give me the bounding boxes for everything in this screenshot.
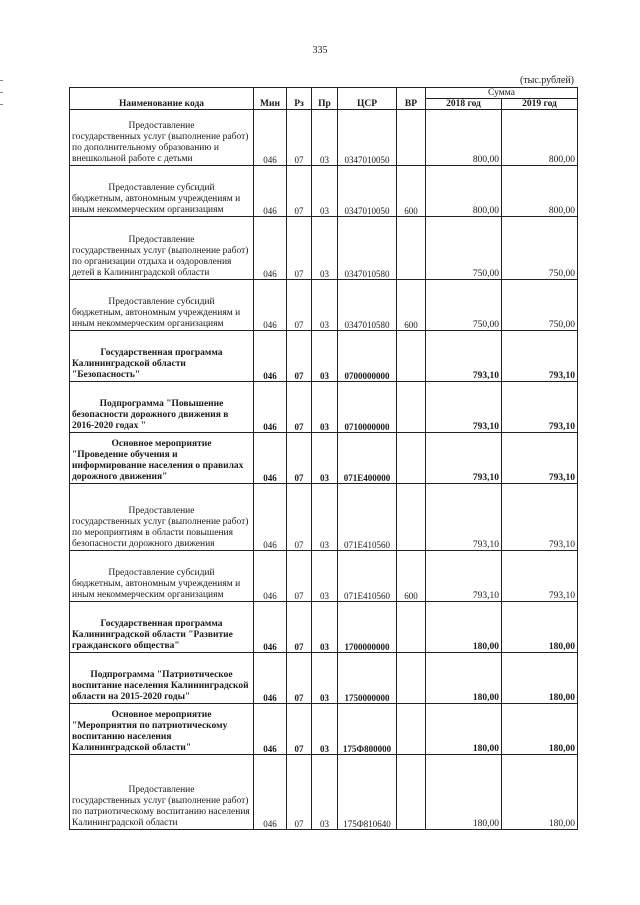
row-csr: 071E410560: [338, 551, 397, 602]
row-sum-2019: 180,00: [502, 704, 578, 755]
row-name-first: Государственная программа: [100, 348, 223, 358]
row-csr: 1750000000: [338, 653, 397, 704]
table-row: [70, 433, 578, 484]
table-row: [70, 166, 578, 217]
row-vr: [397, 602, 426, 653]
row-pr: 03: [312, 110, 338, 166]
row-vr: [397, 704, 426, 755]
row-sum-2019: 793,10: [502, 331, 578, 382]
table-row: [70, 110, 578, 166]
row-pr: 03: [312, 166, 338, 217]
row-vr: [397, 653, 426, 704]
row-rz: 07: [287, 382, 312, 433]
row-pr: 03: [312, 704, 338, 755]
row-sum-2018: 793,10: [426, 382, 502, 433]
row-sum-2019: 180,00: [502, 653, 578, 704]
row-name-rest: бюджетным, автономным учреждениям и иным некоммерческим организациям: [72, 579, 241, 600]
row-pr: 03: [312, 551, 338, 602]
row-name: [70, 382, 254, 433]
row-sum-2018: 800,00: [426, 166, 502, 217]
row-name-rest: "Проведение обучения и информирование населения о правилах дорожного движения": [72, 450, 244, 482]
row-min: 046: [254, 217, 287, 280]
row-rz: 07: [287, 217, 312, 280]
row-name-rest: государственных услуг (выполнение работ) по мероприятиям в области повышения безопасности дорожного движения: [72, 517, 249, 549]
row-rz: 07: [287, 280, 312, 331]
row-sum-2018: 793,10: [426, 551, 502, 602]
row-name: [70, 217, 254, 280]
table-row: [70, 653, 578, 704]
row-name-rest: воспитание населения Калининградской области на 2015-2020 годы": [72, 681, 249, 702]
row-pr: 03: [312, 217, 338, 280]
row-pr: 03: [312, 653, 338, 704]
row-vr: [397, 217, 426, 280]
row-name-rest: бюджетным, автономным учреждениям и иным некоммерческим организациям: [72, 308, 241, 329]
header-2018: 2018 год: [426, 99, 502, 110]
row-name: [70, 110, 254, 166]
row-rz: 07: [287, 484, 312, 551]
table-row: [70, 331, 578, 382]
header-pr: Пр: [312, 88, 338, 110]
row-pr: 03: [312, 382, 338, 433]
row-min: 046: [254, 602, 287, 653]
row-sum-2019: 793,10: [502, 484, 578, 551]
row-vr: 600: [397, 166, 426, 217]
header-sum: Сумма: [426, 88, 578, 99]
row-sum-2019: 180,00: [502, 755, 578, 830]
row-min: 046: [254, 755, 287, 830]
row-name-first: Предоставление: [128, 506, 195, 516]
row-name: [70, 331, 254, 382]
row-rz: 07: [287, 433, 312, 484]
header-rz: Рз: [287, 88, 312, 110]
row-name-rest: безопасности дорожного движения в 2016-2020 годах ": [72, 410, 229, 431]
row-csr: 071E410560: [338, 484, 397, 551]
row-csr: 0700000000: [338, 331, 397, 382]
table-row: [70, 382, 578, 433]
row-sum-2019: 180,00: [502, 602, 578, 653]
row-name: [70, 484, 254, 551]
row-min: 046: [254, 551, 287, 602]
row-sum-2018: 180,00: [426, 704, 502, 755]
header-2019: 2019 год: [502, 99, 578, 110]
row-name-first: Предоставление: [128, 121, 195, 131]
row-name-first: Подпрограмма "Патриотическое: [90, 670, 233, 680]
row-sum-2019: 793,10: [502, 551, 578, 602]
margin-mark: [0, 80, 3, 81]
margin-mark: [0, 92, 3, 93]
header-name: Наименование кода: [70, 88, 254, 110]
row-rz: 07: [287, 602, 312, 653]
row-name-rest: бюджетным, автономным учреждениям и иным некоммерческим организациям: [72, 194, 241, 215]
row-min: 046: [254, 110, 287, 166]
row-vr: [397, 755, 426, 830]
row-name-rest: Калининградской области "Безопасность": [72, 359, 186, 380]
row-name: [70, 433, 254, 484]
row-name: [70, 166, 254, 217]
row-rz: 07: [287, 166, 312, 217]
row-rz: 07: [287, 551, 312, 602]
row-sum-2018: 180,00: [426, 602, 502, 653]
row-rz: 07: [287, 110, 312, 166]
row-csr: 175Ф800000: [338, 704, 397, 755]
row-name-first: Подпрограмма "Повышение: [99, 399, 224, 409]
row-sum-2019: 750,00: [502, 280, 578, 331]
row-vr: [397, 110, 426, 166]
header-csr: ЦСР: [338, 88, 397, 110]
row-sum-2018: 793,10: [426, 331, 502, 382]
row-name: [70, 653, 254, 704]
row-rz: 07: [287, 331, 312, 382]
row-pr: 03: [312, 331, 338, 382]
row-csr: 1700000000: [338, 602, 397, 653]
row-vr: [397, 331, 426, 382]
row-csr: 175Ф810640: [338, 755, 397, 830]
row-pr: 03: [312, 433, 338, 484]
row-name: [70, 280, 254, 331]
row-min: 046: [254, 653, 287, 704]
row-name-rest: государственных услуг (выполнение работ) по дополнительному образованию и внешкольной работе с детьми: [72, 132, 249, 164]
row-name-first: Предоставление субсидий: [108, 183, 215, 193]
row-name-first: Предоставление: [128, 785, 195, 795]
page-number: 335: [312, 45, 328, 56]
row-rz: 07: [287, 653, 312, 704]
budget-table: [69, 87, 578, 830]
row-name-first: Предоставление субсидий: [108, 568, 215, 578]
table-row: [70, 551, 578, 602]
row-name-rest: Калининградской области "Развитие гражданского общества": [72, 630, 233, 651]
row-sum-2018: 750,00: [426, 217, 502, 280]
row-name: [70, 755, 254, 830]
row-sum-2019: 793,10: [502, 382, 578, 433]
row-vr: [397, 484, 426, 551]
row-sum-2018: 180,00: [426, 755, 502, 830]
row-csr: 0347010580: [338, 217, 397, 280]
row-name-rest: государственных услуг (выполнение работ) по патриотическому воспитанию населения Калининградской области: [72, 796, 250, 828]
table-row: [70, 602, 578, 653]
row-min: 046: [254, 484, 287, 551]
row-sum-2018: 793,10: [426, 433, 502, 484]
row-name: [70, 704, 254, 755]
row-pr: 03: [312, 602, 338, 653]
row-sum-2019: 750,00: [502, 217, 578, 280]
row-sum-2018: 180,00: [426, 653, 502, 704]
row-sum-2019: 800,00: [502, 110, 578, 166]
table-row: [70, 217, 578, 280]
row-pr: 03: [312, 484, 338, 551]
row-name-first: Государственная программа: [100, 619, 223, 629]
row-csr: 0347010050: [338, 110, 397, 166]
row-name-first: Предоставление субсидий: [108, 297, 215, 307]
row-csr: 071E400000: [338, 433, 397, 484]
row-rz: 07: [287, 755, 312, 830]
unit-note: (тыс.рублей): [519, 75, 574, 86]
row-name: [70, 551, 254, 602]
row-name-first: Предоставление: [128, 235, 195, 245]
row-min: 046: [254, 433, 287, 484]
row-vr: 600: [397, 551, 426, 602]
row-pr: 03: [312, 755, 338, 830]
table-row: [70, 484, 578, 551]
row-min: 046: [254, 704, 287, 755]
table-row: [70, 280, 578, 331]
row-sum-2018: 800,00: [426, 110, 502, 166]
row-csr: 0347010050: [338, 166, 397, 217]
header-min: Мин: [254, 88, 287, 110]
row-min: 046: [254, 382, 287, 433]
row-name-first: Основное мероприятие: [111, 439, 212, 449]
row-name-first: Основное мероприятие: [111, 710, 212, 720]
table-row: [70, 755, 578, 830]
row-name-rest: "Мероприятия по патриотическому воспитанию населения Калининградской области": [72, 721, 228, 753]
header-row-top: [70, 88, 578, 99]
row-vr: [397, 382, 426, 433]
row-min: 046: [254, 280, 287, 331]
table-row: [70, 704, 578, 755]
margin-mark: [0, 104, 3, 105]
row-vr: [397, 433, 426, 484]
row-sum-2018: 793,10: [426, 484, 502, 551]
row-min: 046: [254, 331, 287, 382]
row-pr: 03: [312, 280, 338, 331]
row-csr: 0710000000: [338, 382, 397, 433]
row-name-rest: государственных услуг (выполнение работ) по организации отдыха и оздоровления детей в Калининградской области: [72, 246, 249, 278]
header-vr: ВР: [397, 88, 426, 110]
row-rz: 07: [287, 704, 312, 755]
row-name: [70, 602, 254, 653]
row-sum-2019: 800,00: [502, 166, 578, 217]
row-sum-2019: 793,10: [502, 433, 578, 484]
row-vr: 600: [397, 280, 426, 331]
row-min: 046: [254, 166, 287, 217]
row-sum-2018: 750,00: [426, 280, 502, 331]
row-csr: 0347010580: [338, 280, 397, 331]
